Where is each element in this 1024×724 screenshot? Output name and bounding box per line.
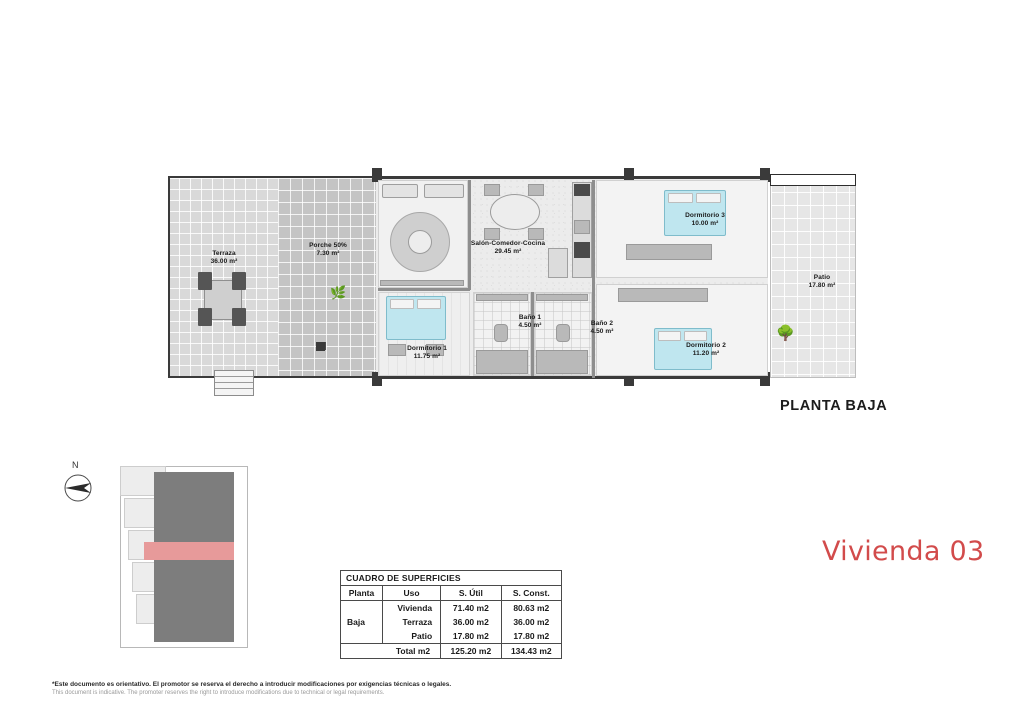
dining-chair-2 (528, 184, 544, 196)
label-bano-2: Baño 2 4.50 m² (590, 320, 614, 335)
table-title: CUADRO DE SUPERFICIES (341, 571, 562, 586)
pillow-2b (684, 331, 707, 341)
terrace-chair-3 (198, 308, 212, 326)
cell-total-util: 125.20 m2 (441, 644, 501, 659)
label-terraza: Terraza 36.00 m² (210, 250, 238, 265)
dining-chair-3 (484, 228, 500, 240)
cell-total-label: Total m2 (341, 644, 441, 659)
wall-terrace-top (168, 176, 376, 178)
room-porche-area (278, 178, 376, 378)
surface-table (340, 570, 562, 659)
wall-corridor-v (468, 180, 471, 290)
header-sconst: S. Const. (501, 586, 561, 601)
cell-uso-terraza: Terraza (382, 615, 440, 629)
wall-kitchen-v (592, 180, 595, 378)
bano2-toilet (556, 324, 570, 342)
kitchen-hob-icon (574, 184, 590, 196)
header-uso: Uso (382, 586, 440, 601)
header-planta: Planta (341, 586, 383, 601)
cell-util-terraza: 36.00 m2 (441, 615, 501, 629)
disclaimer-en: This document is indicative. The promoter reserves the right to introduce modifications due to technical or legal requirements. (52, 690, 385, 696)
cell-uso-patio: Patio (382, 629, 440, 644)
bano2-shower (536, 350, 588, 374)
terrace-chair-2 (232, 272, 246, 290)
pillow-2a (658, 331, 681, 341)
page-title: PLANTA BAJA (780, 398, 888, 414)
label-dormitorio-3: Dormitorio 3 10.00 m² (685, 212, 725, 227)
cell-const-vivienda: 80.63 m2 (501, 601, 561, 616)
room-terraza-area (168, 178, 278, 378)
plant-icon-porch: 🌿 (330, 285, 347, 300)
sofa-left (382, 184, 418, 198)
cell-util-vivienda: 71.40 m2 (441, 601, 501, 616)
cell-const-terraza: 36.00 m2 (501, 615, 561, 629)
cell-const-patio: 17.80 m2 (501, 629, 561, 644)
wall-corridor-h (378, 288, 470, 291)
cell-util-patio: 17.80 m2 (441, 629, 501, 644)
pillow-3b (696, 193, 721, 203)
wall-interior-top (376, 176, 770, 179)
terrace-chair-4 (232, 308, 246, 326)
tv-unit (380, 280, 464, 286)
terrace-chair-1 (198, 272, 212, 290)
header-sutil: S. Útil (441, 586, 501, 601)
label-dormitorio-1: Dormitorio 1 11.75 m² (407, 345, 447, 360)
coffee-table (408, 230, 432, 254)
wall-terrace-bottom (168, 376, 376, 378)
bano1-shower (476, 350, 528, 374)
label-patio: Patio 17.80 m² (808, 274, 836, 289)
table-row-header (341, 586, 562, 601)
label-salon: Salón-Comedor-Cocina 29.45 m² (470, 240, 546, 255)
key-plan (110, 458, 258, 656)
keyplan-highlight-unit (144, 542, 234, 560)
wall-interior-bottom (376, 376, 770, 379)
bano1-vanity (476, 294, 528, 301)
cell-uso-vivienda: Vivienda (382, 601, 440, 616)
kitchen-island (548, 248, 568, 278)
nightstand-1 (388, 344, 406, 356)
dining-chair-1 (484, 184, 500, 196)
pillow-1b (417, 299, 441, 309)
dining-table (490, 194, 540, 230)
sofa-right (424, 184, 464, 198)
bano2-vanity (536, 294, 588, 301)
floor-plan (168, 168, 856, 396)
pillow-3a (668, 193, 693, 203)
compass-north-label: N (72, 460, 79, 470)
kitchen-sink (574, 220, 590, 234)
wall-terrace-left (168, 176, 170, 378)
table-row-title (341, 571, 562, 586)
plant-icon-patio: 🌳 (776, 325, 795, 342)
wall-between-banos (531, 292, 534, 376)
patio-wall-top (770, 174, 856, 186)
disclaimer (52, 680, 612, 698)
wardrobe-3 (626, 244, 712, 260)
table-row (341, 601, 562, 616)
cell-planta-baja: Baja (341, 601, 383, 644)
label-bano-1: Baño 1 4.50 m² (518, 314, 542, 329)
stairs (214, 370, 254, 396)
pillow-1a (390, 299, 414, 309)
dining-chair-4 (528, 228, 544, 240)
cell-total-const: 134.43 m2 (501, 644, 561, 659)
bano1-toilet (494, 324, 508, 342)
table-row-total (341, 644, 562, 659)
column-left-mid (316, 342, 325, 351)
kitchen-appliance (574, 242, 590, 258)
compass-icon (58, 462, 104, 508)
label-porche: Porche 50% 7.30 m² (309, 242, 347, 257)
wardrobe-2 (618, 288, 708, 302)
label-dormitorio-2: Dormitorio 2 11.20 m² (686, 342, 726, 357)
unit-title: Vivienda 03 (822, 536, 985, 567)
disclaimer-es: *Este documento es orientativo. El promotor se reserva el derecho a introducir modificaciones por exigencias técnicas o legales. (52, 681, 452, 688)
